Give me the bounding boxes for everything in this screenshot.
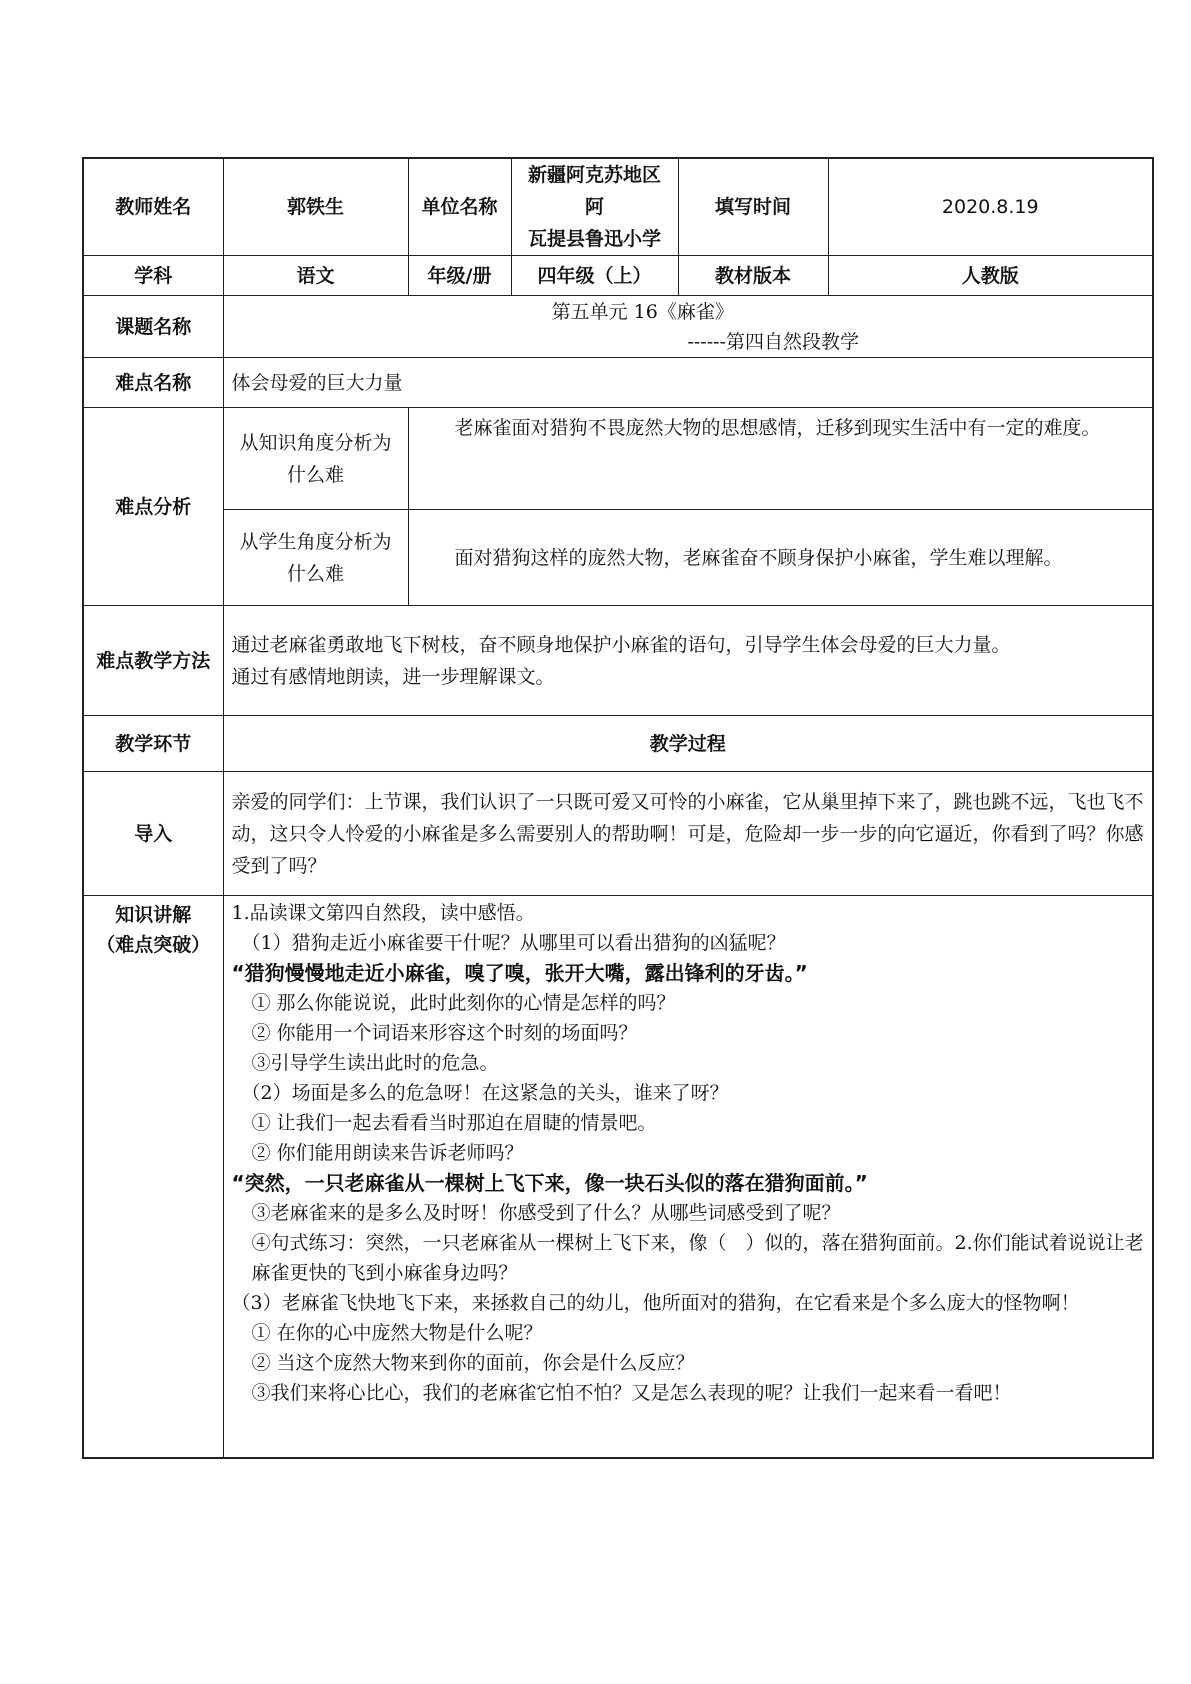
date-value: 2020.8.19 [828, 158, 1153, 256]
method-text [223, 606, 1153, 716]
student-angle-label [223, 510, 408, 606]
edition-label: 教材版本 [678, 256, 828, 296]
knowledge-line-08: ① 让我们一起去看看当时那迫在眉睫的情景吧。 [251, 1112, 657, 1134]
knowledge-label-line1: 知识讲解 [115, 904, 192, 926]
knowledge-line-15: ② 当这个庞然大物来到你的面前，你会是什么反应？ [251, 1352, 695, 1374]
knowledge-angle-label [223, 408, 408, 510]
method-label: 难点教学方法 [83, 606, 223, 716]
date-label: 填写时间 [678, 158, 828, 256]
edition-value: 人教版 [828, 256, 1153, 296]
topic-label: 课题名称 [83, 296, 223, 358]
grade-label: 年级/册 [408, 256, 511, 296]
knowledge-line-04: ① 那么你能说说，此时此刻你的心情是怎样的吗？ [251, 992, 676, 1014]
method-row [83, 606, 1153, 716]
difficulty-row [83, 358, 1153, 408]
lesson-plan-table [82, 157, 1154, 1459]
knowledge-angle-label-line2: 什么难 [286, 463, 344, 486]
process-header: 教学过程 [223, 716, 1153, 772]
unit-value [511, 158, 678, 256]
knowledge-label-line2: （难点突破） [96, 934, 211, 956]
knowledge-row [83, 896, 1153, 1458]
knowledge-line-06: ③引导学生读出此时的危急。 [251, 1052, 499, 1074]
topic-line2: ------第四自然段教学 [687, 330, 859, 353]
knowledge-line-16: ③我们来将心比心，我们的老麻雀它怕不怕？又是怎么表现的呢？让我们一起来看一看吧！ [251, 1382, 1012, 1404]
student-angle-label-line2: 什么难 [286, 562, 344, 585]
intro-text: 亲爱的同学们：上节课，我们认识了一只既可爱又可怜的小麻雀，它从巢里掉下来了，跳也跳不远，飞也飞不动，这只令人怜爱的小麻雀是多么需要别人的帮助啊！可是，危险却一步一步的向它逼近，你看到了吗？你感受到了吗？ [223, 772, 1153, 896]
intro-label: 导入 [83, 772, 223, 896]
teacher-label: 教师姓名 [83, 158, 223, 256]
topic-line1: 第五单元 16《麻雀》 [551, 300, 734, 323]
knowledge-line-12: ④句式练习：突然，一只老麻雀从一棵树上飞下来，像（ ）似的，落在猎狗面前。2.你们能试着说说让老麻雀更快的飞到小麻雀身边吗？ [251, 1232, 1144, 1284]
knowledge-quote-1: “猎狗慢慢地走近小麻雀，嗅了嗅，张开大嘴，露出锋利的牙齿。” [231, 961, 808, 985]
unit-value-line1: 新疆阿克苏地区阿 [527, 164, 661, 218]
knowledge-line-01: 1.品读课文第四自然段，读中感悟。 [231, 902, 535, 924]
student-angle-label-line1: 从学生角度分析为 [239, 530, 392, 553]
knowledge-line-07: （2）场面是多么的危急呀！在这紧急的关头，谁来了呀？ [241, 1082, 729, 1104]
analysis-row-student [83, 510, 1153, 606]
knowledge-line-09: ② 你们能用朗读来告诉老师吗？ [251, 1142, 524, 1164]
stage-header: 教学环节 [83, 716, 223, 772]
knowledge-line-05: ② 你能用一个词语来形容这个时刻的场面吗？ [251, 1022, 638, 1044]
method-line1: 通过老麻雀勇敢地飞下树枝，奋不顾身地保护小麻雀的语句，引导学生体会母爱的巨大力量。 [231, 633, 1011, 656]
subject-value: 语文 [223, 256, 408, 296]
topic-row [83, 296, 1153, 358]
knowledge-line-02: （1）猎狗走近小麻雀要干什呢？从哪里可以看出猎狗的凶猛呢？ [241, 932, 786, 954]
knowledge-angle-label-line1: 从知识角度分析为 [239, 431, 392, 454]
difficulty-value: 体会母爱的巨大力量 [223, 358, 1153, 408]
knowledge-label [83, 896, 223, 1458]
knowledge-text [223, 896, 1153, 1458]
knowledge-quote-2: “突然，一只老麻雀从一棵树上飞下来，像一块石头似的落在猎狗面前。” [231, 1171, 868, 1195]
intro-row [83, 772, 1153, 896]
teacher-value: 郭铁生 [223, 158, 408, 256]
header-row-1 [83, 158, 1153, 256]
grade-value: 四年级（上） [511, 256, 678, 296]
analysis-row-knowledge [83, 408, 1153, 510]
topic-value [223, 296, 1153, 358]
subject-label: 学科 [83, 256, 223, 296]
process-header-row [83, 716, 1153, 772]
unit-label: 单位名称 [408, 158, 511, 256]
knowledge-angle-text: 老麻雀面对猎狗不畏庞然大物的思想感情，迁移到现实生活中有一定的难度。 [408, 408, 1153, 510]
knowledge-line-14: ① 在你的心中庞然大物是什么呢？ [251, 1322, 543, 1344]
difficulty-label: 难点名称 [83, 358, 223, 408]
knowledge-line-11: ③老麻雀来的是多么及时呀！你感受到了什么？从哪些词感受到了呢？ [251, 1202, 841, 1224]
method-line2: 通过有感情地朗读，进一步理解课文。 [231, 665, 555, 688]
knowledge-line-13: （3）老麻雀飞快地飞下来，来拯救自己的幼儿，他所面对的猎狗，在它看来是个多么庞大的怪物啊！ [231, 1292, 1080, 1314]
unit-value-line2: 瓦提县鲁迅小学 [527, 228, 661, 250]
analysis-label: 难点分析 [83, 408, 223, 606]
header-row-2 [83, 256, 1153, 296]
student-angle-text: 面对猎狗这样的庞然大物，老麻雀奋不顾身保护小麻雀，学生难以理解。 [408, 510, 1153, 606]
